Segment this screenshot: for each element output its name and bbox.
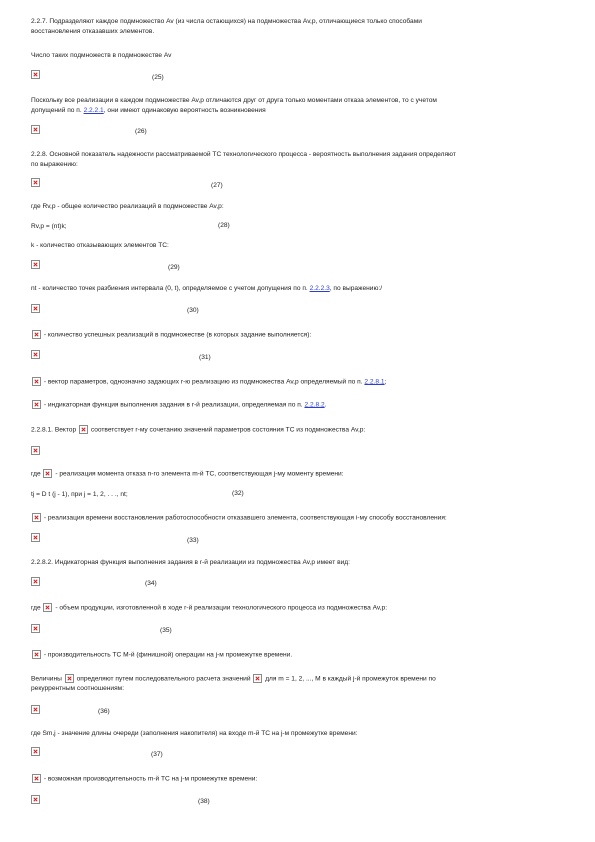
queue-length-text: где Sm,j - значение длины очереди (заполнения накопителя) на входе m-й ТС на j-м промежутке времени:: [31, 730, 358, 737]
equation-number-29: (29): [168, 264, 180, 271]
paragraph-2-2-7-line1: 2.2.7. Подразделяют каждое подмножество Av (из числа остающихся) на подмножества Av,p, отличающиеся только способами: [31, 18, 422, 25]
nt-definition: nt - количество точек разбиения интервала (0, t), определяемое с учетом допущения по п. 2.2.2.3, по выражению:/: [31, 285, 383, 292]
tj-formula: tj = D t (j - 1), при j = 1, 2, . . ., nt;: [31, 491, 128, 498]
broken-image-icon: [32, 377, 41, 386]
link-2-2-8-1[interactable]: 2.2.8.1: [364, 378, 385, 386]
broken-image-icon: [31, 260, 40, 269]
production-volume-text: где - объем продукции, изготовленной в ходе r-й реализации технологического процесса из подмножества Av,p:: [31, 604, 388, 612]
broken-image-icon: [31, 178, 40, 187]
paragraph-2-2-8-2: 2.2.8.2. Индикаторная функция выполнения задания в r-й реализации из подмножества Av,p имеет вид:: [31, 559, 350, 566]
broken-image-icon: [79, 425, 88, 434]
broken-image-icon: [31, 70, 40, 79]
equation-number-25: (25): [152, 74, 164, 81]
broken-image-icon: [31, 125, 40, 134]
equation-number-33: (33): [187, 537, 199, 544]
broken-image-icon: [31, 577, 40, 586]
equal-probability-line1: Поскольку все реализации в каждом подмножестве Av,p отличаются друг от друга только моментами отказа элементов, то с учетом: [31, 97, 437, 104]
broken-image-icon: [31, 705, 40, 714]
sequential-calculation-line2: рекуррентным соотношениям:: [31, 685, 125, 692]
recovery-time-text: - реализация времени восстановления работоспособности отказавшего элемента, соответствующая i-му способу восстановления:: [31, 513, 447, 522]
equation-number-26: (26): [135, 128, 147, 135]
possible-productivity-text: - возможная производительность m-й ТС на j-м промежутке времени:: [31, 774, 257, 783]
broken-image-icon: [43, 469, 52, 478]
equation-number-30: (30): [187, 307, 199, 314]
failure-moment-text: где - реализация момента отказа n-го элемента m-й ТС, соответствующая j-му моменту времени:: [31, 470, 344, 478]
equation-number-31: (31): [199, 354, 211, 361]
equation-number-37: (37): [151, 751, 163, 758]
broken-image-icon: [253, 674, 262, 683]
broken-image-icon: [31, 533, 40, 542]
broken-image-icon: [31, 747, 40, 756]
equation-number-38: (38): [198, 798, 210, 805]
paragraph-2-2-8-line1: 2.2.8. Основной показатель надежности рассматриваемой ТС технологического процесса - вероятность выполнения задания определяют: [31, 151, 456, 158]
link-2-2-2-3[interactable]: 2.2.2.3: [309, 285, 330, 292]
successful-realizations-text: - количество успешных реализаций в подмножестве (в которых задание выполняется):: [31, 330, 311, 339]
rvp-formula: Rv,p = (nt)k;: [31, 223, 67, 230]
link-2-2-8-2[interactable]: 2.2.8.2: [304, 401, 325, 409]
broken-image-icon: [43, 603, 52, 612]
indicator-function-text: - индикаторная функция выполнения задания в r-й реализации, определяемая по п. 2.2.8.2.: [31, 400, 326, 409]
sequential-calculation-line1: Величины определяют путем последовательного расчета значений для m = 1, 2, ..., M в каждый j-й промежуток времени по: [31, 675, 436, 683]
broken-image-icon: [32, 774, 41, 783]
paragraph-2-2-7-line2: восстановления отказавших элементов.: [31, 28, 155, 35]
broken-image-icon: [32, 513, 41, 522]
equation-number-27: (27): [211, 182, 223, 189]
equation-number-34: (34): [145, 580, 157, 587]
subsets-count-text: Число таких подмножеств в подмножестве Av: [31, 52, 172, 59]
broken-image-icon: [65, 674, 74, 683]
broken-image-icon: [31, 304, 40, 313]
broken-image-icon: [32, 400, 41, 409]
broken-image-icon: [32, 650, 41, 659]
broken-image-icon: [31, 446, 40, 455]
broken-image-icon: [31, 350, 40, 359]
paragraph-2-2-8-line2: по выражению:: [31, 161, 78, 168]
broken-image-icon: [31, 624, 40, 633]
link-2-2-2-1[interactable]: 2.2.2.1: [83, 107, 104, 114]
equation-number-36: (36): [98, 708, 110, 715]
rvp-definition: где Rv,p - общее количество реализаций в подмножестве Av,p:: [31, 203, 224, 210]
equation-number-28: (28): [218, 222, 230, 229]
k-definition: k - количество отказывающих элементов ТС:: [31, 242, 169, 249]
parameter-vector-text: - вектор параметров, однозначно задающих r-ю реализацию из подмножества Av,p определяемый по п. 2.2.8.1;: [31, 377, 386, 386]
equation-number-35: (35): [160, 627, 172, 634]
finishing-productivity-text: - производительность ТС M-й (финишной) операции на j-м промежутке времени.: [31, 650, 292, 659]
broken-image-icon: [32, 330, 41, 339]
equal-probability-line2: допущений по п. 2.2.2.1, они имеют одинаковую вероятность возникновения: [31, 107, 266, 114]
paragraph-2-2-8-1: 2.2.8.1. Вектор соответствует r-му сочетанию значений параметров состояния ТС из подмножества Av,p:: [31, 426, 366, 434]
equation-number-32: (32): [232, 490, 244, 497]
broken-image-icon: [31, 795, 40, 804]
